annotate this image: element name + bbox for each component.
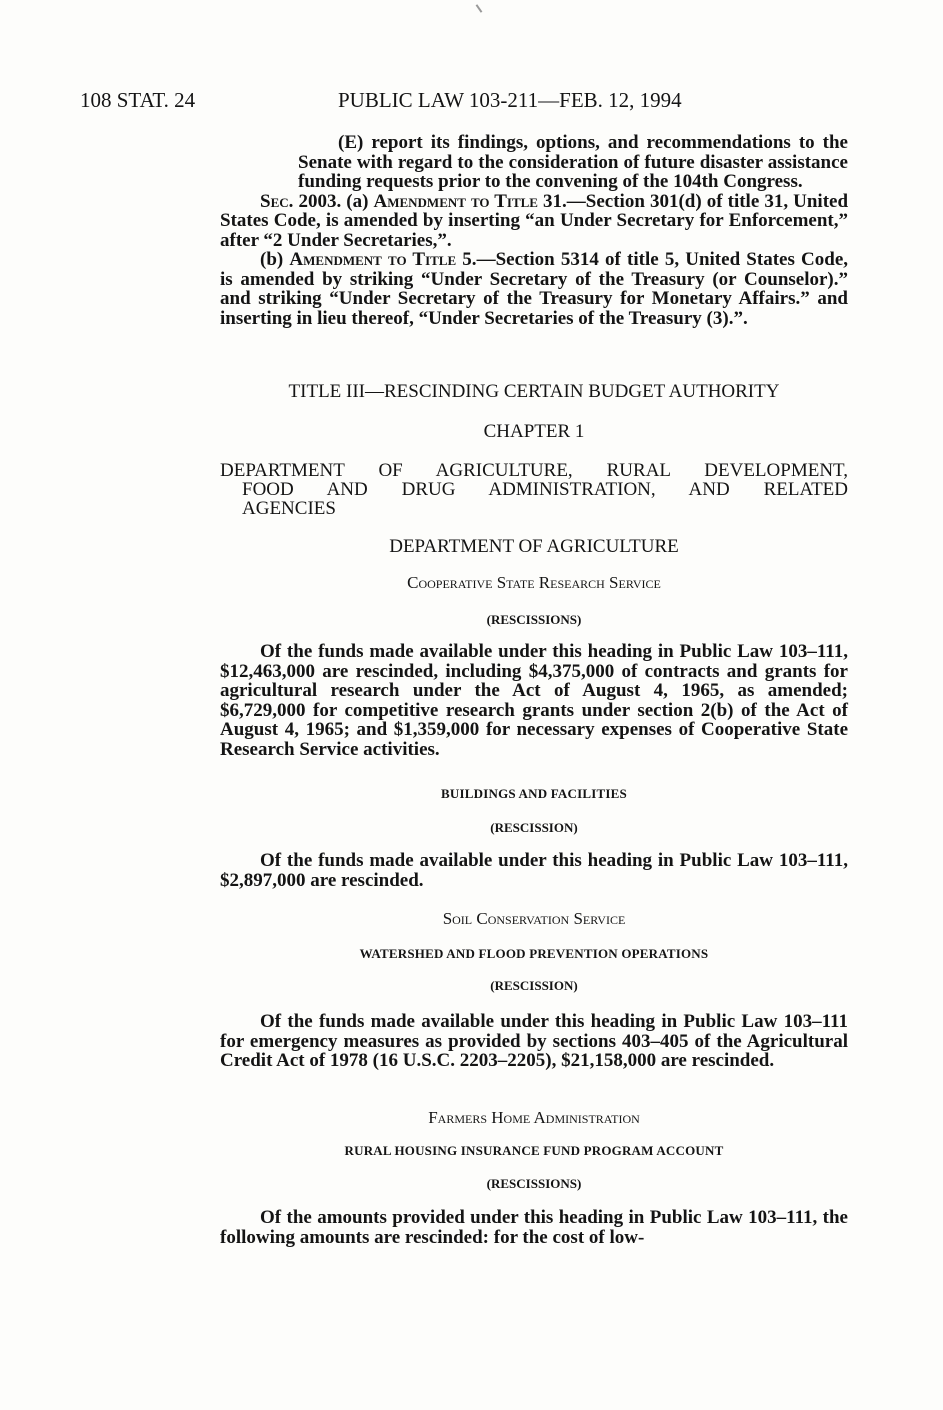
scan-mark [476, 4, 483, 13]
buildings-heading: BUILDINGS AND FACILITIES [441, 786, 627, 801]
department-heading-line-1: DEPARTMENT OF AGRICULTURE, RURAL DEVELOPMENT, [220, 460, 848, 481]
csrs-block [220, 642, 848, 759]
buildings-block [220, 851, 848, 890]
buildings-rescission-label: (RESCISSION) [490, 820, 578, 835]
fmha-rescissions-label: (RESCISSIONS) [486, 1176, 582, 1191]
title-iii-heading: TITLE III—RESCINDING CERTAIN BUDGET AUTHORITY [288, 381, 780, 402]
scs-rescission-label: (RESCISSION) [490, 978, 578, 993]
department-heading-line-2: FOOD AND DRUG ADMINISTRATION, AND RELATED [242, 479, 848, 500]
sec-2003-heading: Amendment to Title 31. [373, 190, 567, 212]
chapter-heading: CHAPTER 1 [483, 421, 585, 442]
section-e-paragraph: (E) report its findings, options, and recommendations to the Senate with regard to the consideration of future disaster assistance funding requests prior to the convening of the 104th Congress. [298, 132, 848, 192]
section-e-block [220, 133, 848, 328]
sec-2003-b-paragraph [220, 250, 848, 328]
law-title: PUBLIC LAW 103-211—FEB. 12, 1994 [338, 88, 682, 112]
fmha-agency-heading: Farmers Home Administration [428, 1108, 640, 1127]
department-heading [220, 461, 848, 518]
fmha-paragraph: Of the amounts provided under this heading in Public Law 103–111, the following amounts are rescinded: for the cost of low- [220, 1207, 848, 1248]
buildings-paragraph: Of the funds made available under this heading in Public Law 103–111, $2,897,000 are rescinded. [220, 850, 848, 891]
sec-number: 2003. (a) [298, 190, 369, 212]
sec-2003-b-heading: Amendment to Title 5. [289, 249, 477, 270]
scs-watershed-heading: WATERSHED AND FLOOD PREVENTION OPERATIONS [359, 946, 709, 961]
scs-paragraph: Of the funds made available under this heading in Public Law 103–111 for emergency measures as provided by sections 403–405 of the Agricultural Credit Act of 1978 (16 U.S.C. 2203–2205), $21,158,000 are rescinded. [220, 1011, 848, 1071]
scs-agency-heading: Soil Conservation Service [442, 909, 626, 928]
sec-label: Sec. [260, 190, 294, 212]
fmha-program-heading: RURAL HOUSING INSURANCE FUND PROGRAM ACCOUNT [344, 1143, 724, 1158]
csrs-paragraph: Of the funds made available under this heading in Public Law 103–111, $12,463,000 are rescinded, including $4,375,000 of contracts and grants for agricultural research under the Act of August 4, 1965, as amended; $6,729,000 for competitive research grants under section 2(b) of the Act of August 4, 1965; and $1,359,000 for necessary expenses of Cooperative State Research Service activities. [220, 641, 848, 760]
csrs-agency-heading: Cooperative State Research Service [407, 573, 661, 592]
sec-2003-b-label: (b) [260, 249, 284, 270]
scs-block [220, 1012, 848, 1071]
department-of-agriculture-heading: DEPARTMENT OF AGRICULTURE [389, 536, 679, 557]
running-header [80, 88, 863, 114]
sec-2003-paragraph [220, 192, 848, 251]
csrs-rescissions-label: (RESCISSIONS) [486, 612, 582, 627]
sec-2003-text: —Section 301(d) of title 31, United States Code, is amended by inserting “an Under Secretary for Enforcement,” after “2 Under Secretaries,”. [220, 190, 849, 251]
department-heading-line-3: AGENCIES [242, 498, 336, 519]
sec-2003-b-text: —Section 5314 of title 5, United States Code, is amended by striking “Under Secretary of the Treasury (or Counselor).” and striking “Under Secretary of the Treasury for Monetary Affairs.” and inserting in lieu thereof, “Under Secretaries of the Treasury (3).”. [220, 249, 848, 329]
fmha-block [220, 1208, 848, 1247]
stat-reference: 108 STAT. 24 [80, 88, 196, 112]
